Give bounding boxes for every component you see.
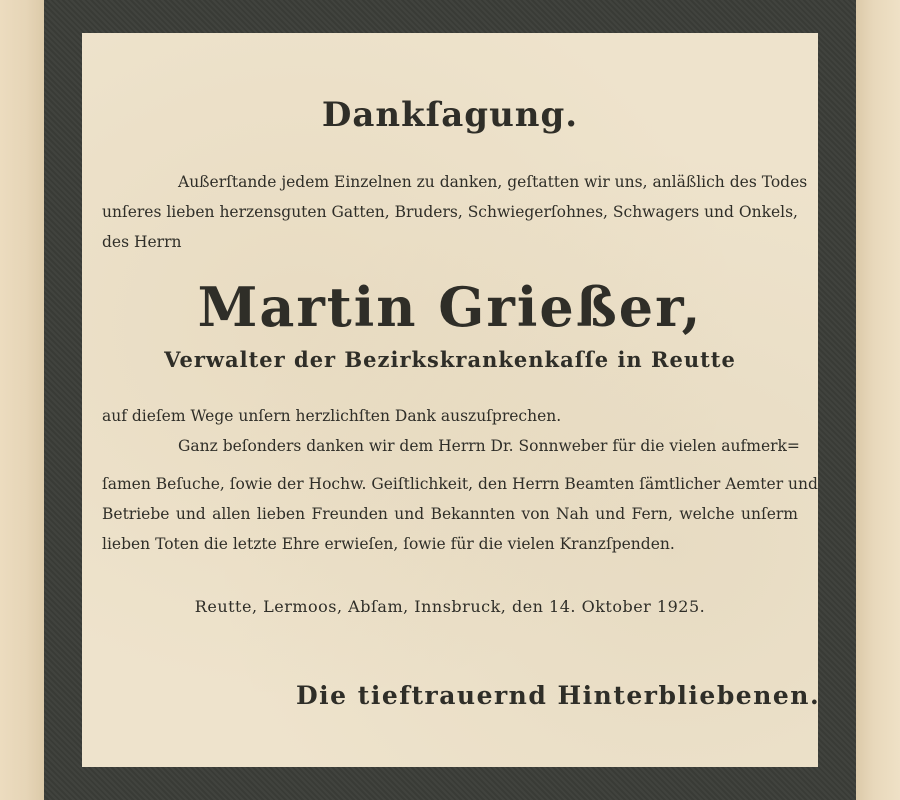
intro-line-2: unſeres lieben herzensguten Gatten, Bruders, Schwiegerſohnes, Schwagers und Onkels, bbox=[102, 203, 798, 221]
deceased-position: Verwalter der Bezirkskrankenkaſſe in Reutte bbox=[164, 347, 736, 372]
intro-line-1: Außerſtande jedem Einzelnen zu danken, geſtatten wir uns, anläßlich des Todes bbox=[178, 173, 808, 191]
newspaper-page-edge-left bbox=[0, 0, 44, 800]
notice-panel bbox=[82, 33, 821, 767]
paragraph-2-line-4: lieben Toten die letzte Ehre erwieſen, ſowie für die vielen Kranzſpenden. bbox=[102, 535, 675, 553]
closing-signature: Die tieftrauernd Hinterbliebenen. bbox=[296, 681, 821, 710]
paragraph-2-line-3: Betriebe und allen lieben Freunden und Bekannten von Nah und Fern, welche unſerm bbox=[102, 505, 798, 523]
paragraph-2-line-2: ſamen Beſuche, ſowie der Hochw. Geiſtlichkeit, den Herrn Beamten ſämtlicher Aemter und bbox=[102, 475, 818, 493]
thanks-line: auf dieſem Wege unſern herzlichſten Dank auszuſprechen. bbox=[102, 407, 562, 425]
notice-title: Dankſagung. bbox=[321, 95, 579, 135]
deceased-name: Martin Grießer, bbox=[197, 275, 703, 339]
newspaper-page-edge-right bbox=[856, 0, 900, 800]
intro-line-3: des Herrn bbox=[102, 233, 182, 251]
paragraph-2-line-1: Ganz beſonders danken wir dem Herrn Dr. Sonnweber für die vielen aufmerk= bbox=[178, 437, 800, 455]
place-and-date: Reutte, Lermoos, Abſam, Innsbruck, den 14. Oktober 1925. bbox=[194, 597, 706, 616]
